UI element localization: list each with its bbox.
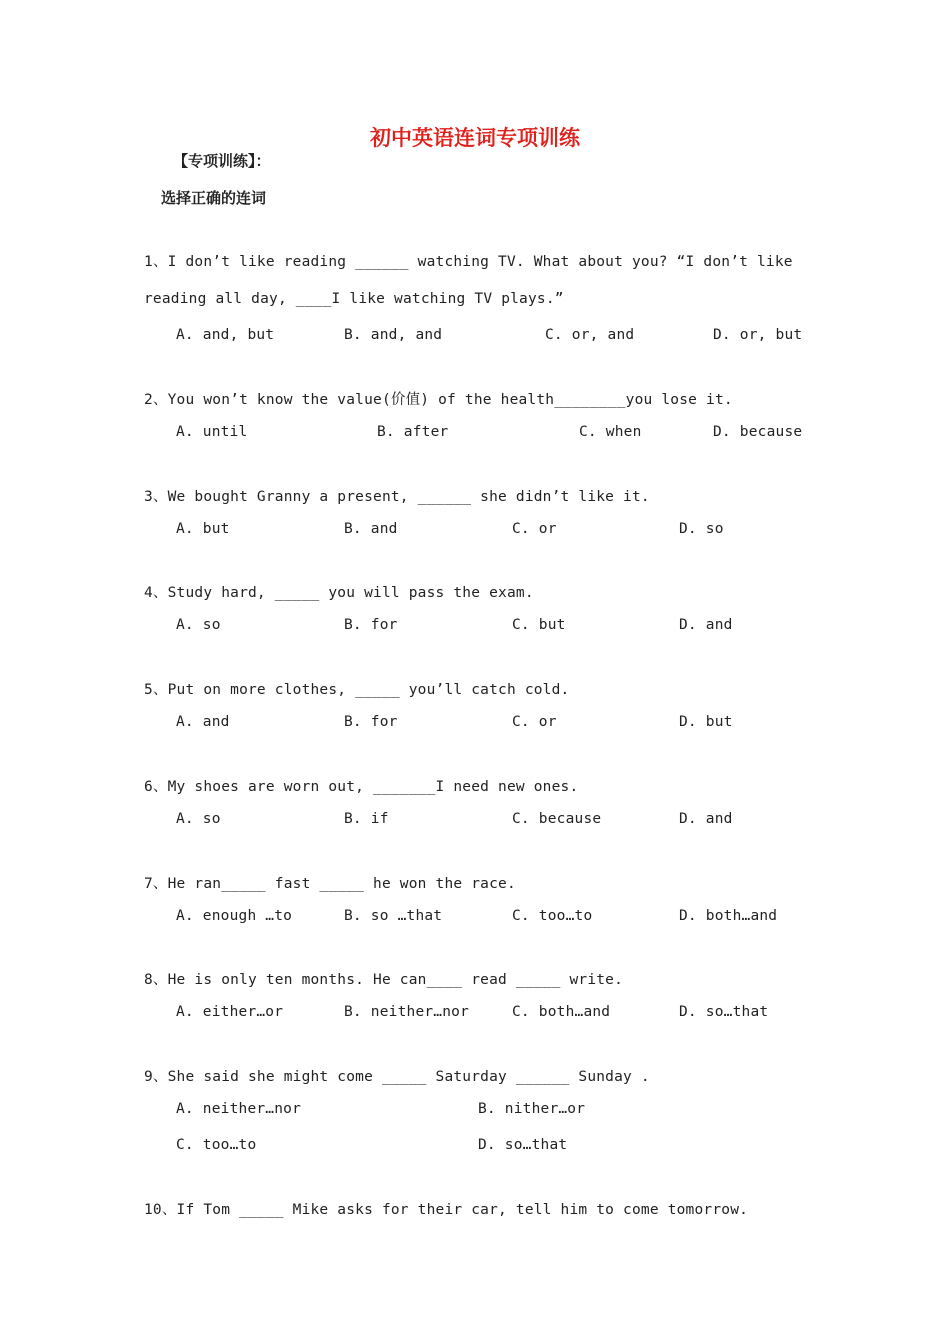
option-7b: B. so …that — [344, 908, 443, 924]
option-5b: B. for — [344, 714, 398, 730]
question-10: 10、If Tom _____ Mike asks for their car, tell him to come tomorrow. — [144, 1202, 749, 1218]
option-1c: C. or, and — [545, 327, 635, 343]
option-3d: D. so — [679, 521, 724, 537]
option-5d: D. but — [679, 714, 733, 730]
option-4b: B. for — [344, 617, 398, 633]
section-label: 【专项训练】： — [173, 152, 271, 170]
option-1b: B. and, and — [344, 327, 443, 343]
option-8c: C. both…and — [512, 1004, 611, 1020]
option-1d: D. or, but — [713, 327, 803, 343]
page-title: 初中英语连词专项训练 — [370, 126, 580, 150]
question-8: 8、He is only ten months. He can____ read _____ write. — [144, 972, 624, 988]
option-2a: A. until — [176, 424, 248, 440]
option-3c: C. or — [512, 521, 557, 537]
option-2d: D. because — [713, 424, 803, 440]
option-2b: B. after — [377, 424, 449, 440]
option-3b: B. and — [344, 521, 398, 537]
question-5: 5、Put on more clothes, _____ you’ll catch cold. — [144, 682, 570, 698]
option-6b: B. if — [344, 811, 389, 827]
option-5a: A. and — [176, 714, 230, 730]
option-6c: C. because — [512, 811, 602, 827]
question-3: 3、We bought Granny a present, ______ she didn’t like it. — [144, 489, 650, 505]
option-8d: D. so…that — [679, 1004, 769, 1020]
option-3a: A. but — [176, 521, 230, 537]
option-6d: D. and — [679, 811, 733, 827]
option-2c: C. when — [579, 424, 642, 440]
option-9b: B. nither…or — [478, 1101, 586, 1117]
question-6: 6、My shoes are worn out, _______I need new ones. — [144, 779, 579, 795]
option-4a: A. so — [176, 617, 221, 633]
option-7d: D. both…and — [679, 908, 778, 924]
option-9d: D. so…that — [478, 1137, 568, 1153]
option-7c: C. too…to — [512, 908, 593, 924]
option-7a: A. enough …to — [176, 908, 293, 924]
option-1a: A. and, but — [176, 327, 275, 343]
question-2: 2、You won’t know the value(价值) of the health________you lose it. — [144, 392, 733, 408]
question-7: 7、He ran_____ fast _____ he won the race. — [144, 876, 516, 892]
option-9c: C. too…to — [176, 1137, 257, 1153]
question-4: 4、Study hard, _____ you will pass the exam. — [144, 585, 534, 601]
option-6a: A. so — [176, 811, 221, 827]
option-4c: C. but — [512, 617, 566, 633]
question-1-line-2: reading all day, ____I like watching TV plays.” — [144, 291, 564, 307]
option-4d: D. and — [679, 617, 733, 633]
question-9: 9、She said she might come _____ Saturday ______ Sunday . — [144, 1069, 650, 1085]
instruction: 选择正确的连词 — [161, 189, 267, 207]
option-9a: A. neither…nor — [176, 1101, 302, 1117]
question-1: 1、I don’t like reading ______ watching TV. What about you? “I don’t like — [144, 254, 793, 270]
option-8a: A. either…or — [176, 1004, 284, 1020]
option-8b: B. neither…nor — [344, 1004, 470, 1020]
option-5c: C. or — [512, 714, 557, 730]
